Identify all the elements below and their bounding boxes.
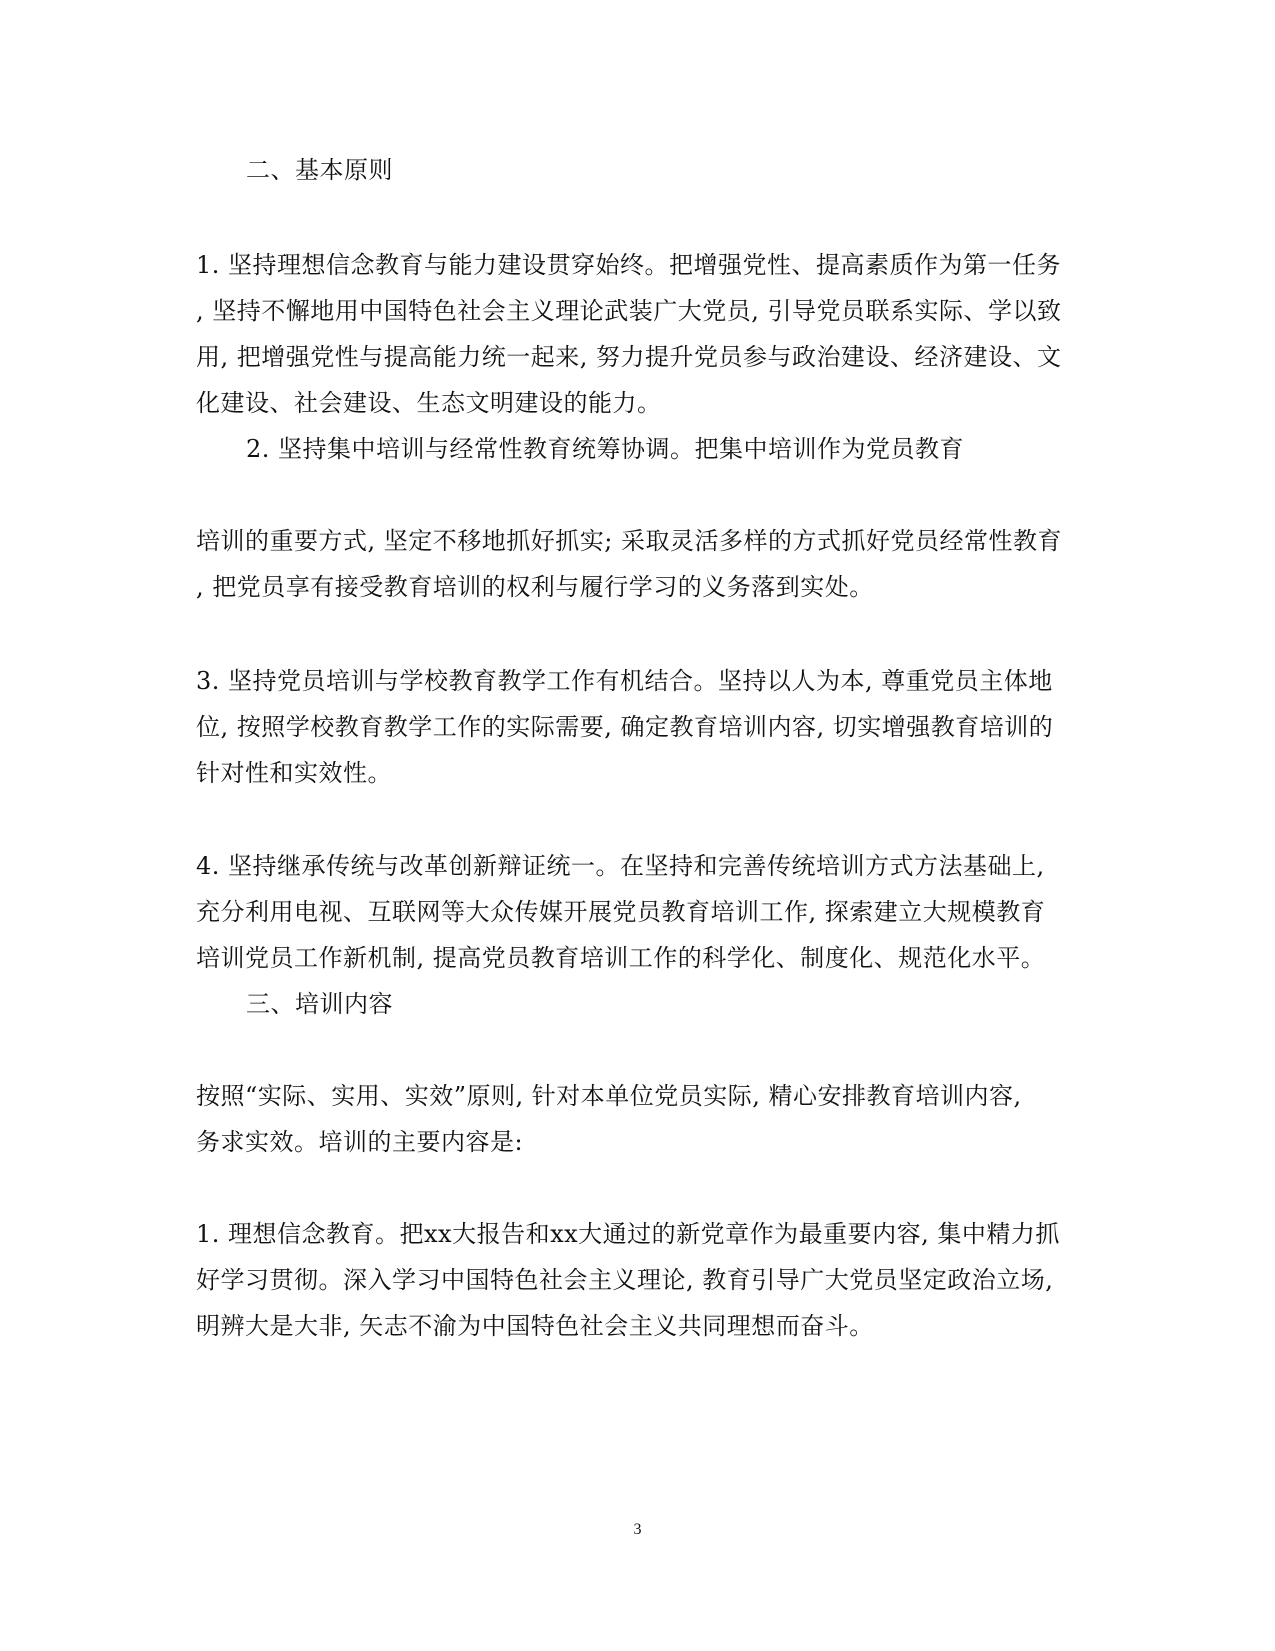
paragraph-line: , 坚持不懈地用中国特色社会主义理论武装广大党员, 引导党员联系实际、学以致 <box>196 297 1062 325</box>
paragraph-line: 培训的重要方式, 坚定不移地抓好抓实; 采取灵活多样的方式抓好党员经常性教育 <box>196 527 1062 555</box>
paragraph-line: 务求实效。培训的主要内容是: <box>196 1128 524 1156</box>
paragraph-line: 明辨大是大非, 矢志不渝为中国特色社会主义共同理想而奋斗。 <box>196 1312 874 1340</box>
section-heading-basic-principles: 二、基本原则 <box>246 156 393 184</box>
paragraph-line: 化建设、社会建设、生态文明建设的能力。 <box>196 389 662 417</box>
paragraph-line: 2. 坚持集中培训与经常性教育统筹协调。把集中培训作为党员教育 <box>246 435 965 463</box>
paragraph-line: 1. 理想信念教育。把xx大报告和xx大通过的新党章作为最重要内容, 集中精力抓 <box>196 1220 1060 1248</box>
paragraph-line: 好学习贯彻。深入学习中国特色社会主义理论, 教育引导广大党员坚定政治立场, <box>196 1266 1054 1294</box>
paragraph-line: 3. 坚持党员培训与学校教育教学工作有机结合。坚持以人为本, 尊重党员主体地 <box>196 667 1053 695</box>
paragraph-line: 位, 按照学校教育教学工作的实际需要, 确定教育培训内容, 切实增强教育培训的 <box>196 713 1054 741</box>
page-number: 3 <box>633 1521 642 1538</box>
paragraph-line: 充分利用电视、互联网等大众传媒开展党员教育培训工作, 探索建立大规模教育 <box>196 898 1046 926</box>
paragraph-line: , 把党员享有接受教育培训的权利与履行学习的义务落到实处。 <box>196 573 874 601</box>
paragraph-line: 培训党员工作新机制, 提高党员教育培训工作的科学化、制度化、规范化水平。 <box>196 944 1046 972</box>
paragraph-line: 1. 坚持理想信念教育与能力建设贯穿始终。把增强党性、提高素质作为第一任务 <box>196 251 1062 279</box>
paragraph-line: 按照“实际、实用、实效”原则, 针对本单位党员实际, 精心安排教育培训内容, <box>196 1082 1022 1110</box>
section-heading-training-content: 三、培训内容 <box>246 990 393 1018</box>
paragraph-line: 4. 坚持继承传统与改革创新辩证统一。在坚持和完善传统培训方式方法基础上, <box>196 852 1045 880</box>
paragraph-line: 针对性和实效性。 <box>196 759 392 787</box>
paragraph-line: 用, 把增强党性与提高能力统一起来, 努力提升党员参与政治建设、经济建设、文 <box>196 343 1062 371</box>
